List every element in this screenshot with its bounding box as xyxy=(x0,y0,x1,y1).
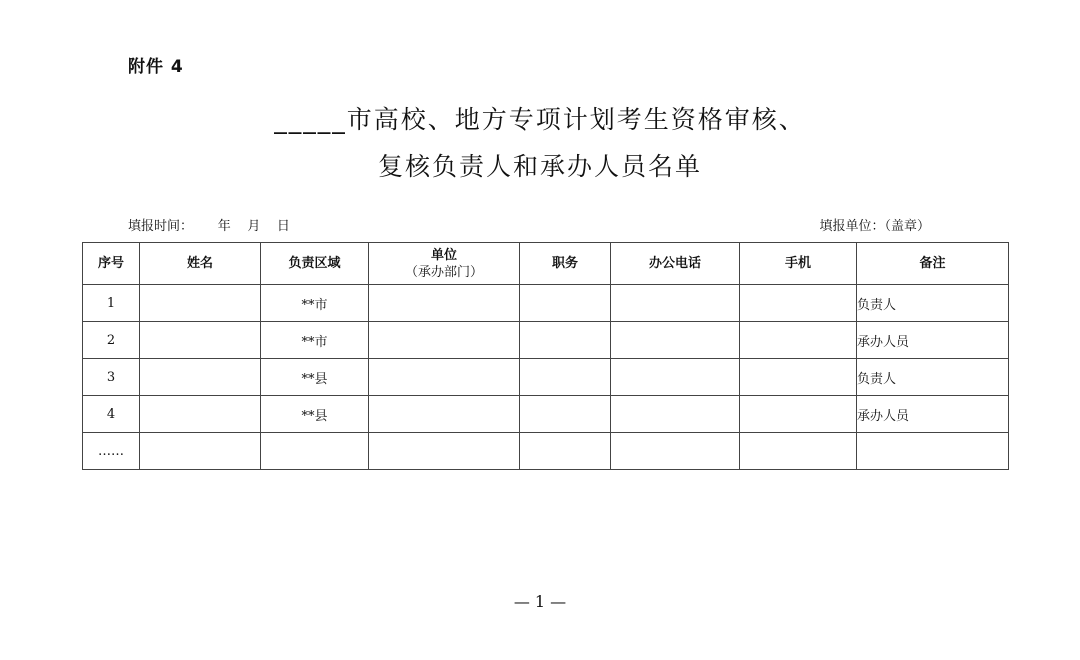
cell-office-phone xyxy=(611,396,740,433)
cell-remark: 承办人员 xyxy=(857,322,1009,359)
cell-region xyxy=(261,433,369,470)
fill-time-label: 填报时间： 年 月 日 xyxy=(128,219,290,234)
cell-seq: …… xyxy=(83,433,140,470)
cell-remark: 承办人员 xyxy=(857,396,1009,433)
header-remark: 备注 xyxy=(857,243,1009,285)
header-unit-main: 单位 xyxy=(430,247,457,263)
cell-unit xyxy=(369,359,520,396)
cell-name xyxy=(140,433,261,470)
fill-unit-label: 填报单位：（盖章） xyxy=(819,219,930,234)
cell-seq: 1 xyxy=(83,285,140,322)
cell-name xyxy=(140,396,261,433)
cell-office-phone xyxy=(611,285,740,322)
cell-mobile xyxy=(740,322,857,359)
attachment-label: 附件 4 xyxy=(128,57,184,77)
header-office-phone: 办公电话 xyxy=(611,243,740,285)
cell-position xyxy=(520,322,611,359)
cell-seq: 2 xyxy=(83,322,140,359)
cell-remark: 负责人 xyxy=(857,359,1009,396)
table-row xyxy=(83,322,1009,359)
cell-region: **县 xyxy=(261,359,369,396)
cell-seq: 4 xyxy=(83,396,140,433)
cell-region: **市 xyxy=(261,285,369,322)
table-row xyxy=(83,359,1009,396)
cell-name xyxy=(140,285,261,322)
document-title-line1: _____市高校、地方专项计划考生资格审核、 xyxy=(274,105,806,134)
cell-office-phone xyxy=(611,359,740,396)
header-mobile: 手机 xyxy=(740,243,857,285)
header-unit xyxy=(369,243,520,285)
cell-unit xyxy=(369,285,520,322)
table-row xyxy=(83,433,1009,470)
table-header-row xyxy=(83,243,1009,285)
table-row xyxy=(83,396,1009,433)
header-region: 负责区域 xyxy=(261,243,369,285)
header-name: 姓名 xyxy=(140,243,261,285)
cell-region: **县 xyxy=(261,396,369,433)
page-number: — 1 — xyxy=(513,592,567,611)
cell-mobile xyxy=(740,396,857,433)
cell-office-phone xyxy=(611,433,740,470)
roster-table xyxy=(82,242,1009,470)
cell-remark xyxy=(857,433,1009,470)
cell-unit xyxy=(369,322,520,359)
cell-position xyxy=(520,433,611,470)
cell-office-phone xyxy=(611,322,740,359)
cell-position xyxy=(520,359,611,396)
cell-region: **市 xyxy=(261,322,369,359)
cell-unit xyxy=(369,433,520,470)
cell-position xyxy=(520,285,611,322)
cell-name xyxy=(140,359,261,396)
header-seq: 序号 xyxy=(83,243,140,285)
header-unit-sub: （承办部门） xyxy=(404,264,483,280)
table-row xyxy=(83,285,1009,322)
document-title-line2: 复核负责人和承办人员名单 xyxy=(377,152,702,181)
cell-seq: 3 xyxy=(83,359,140,396)
cell-position xyxy=(520,396,611,433)
cell-mobile xyxy=(740,359,857,396)
cell-remark: 负责人 xyxy=(857,285,1009,322)
cell-mobile xyxy=(740,433,857,470)
header-position: 职务 xyxy=(520,243,611,285)
cell-unit xyxy=(369,396,520,433)
cell-name xyxy=(140,322,261,359)
cell-mobile xyxy=(740,285,857,322)
